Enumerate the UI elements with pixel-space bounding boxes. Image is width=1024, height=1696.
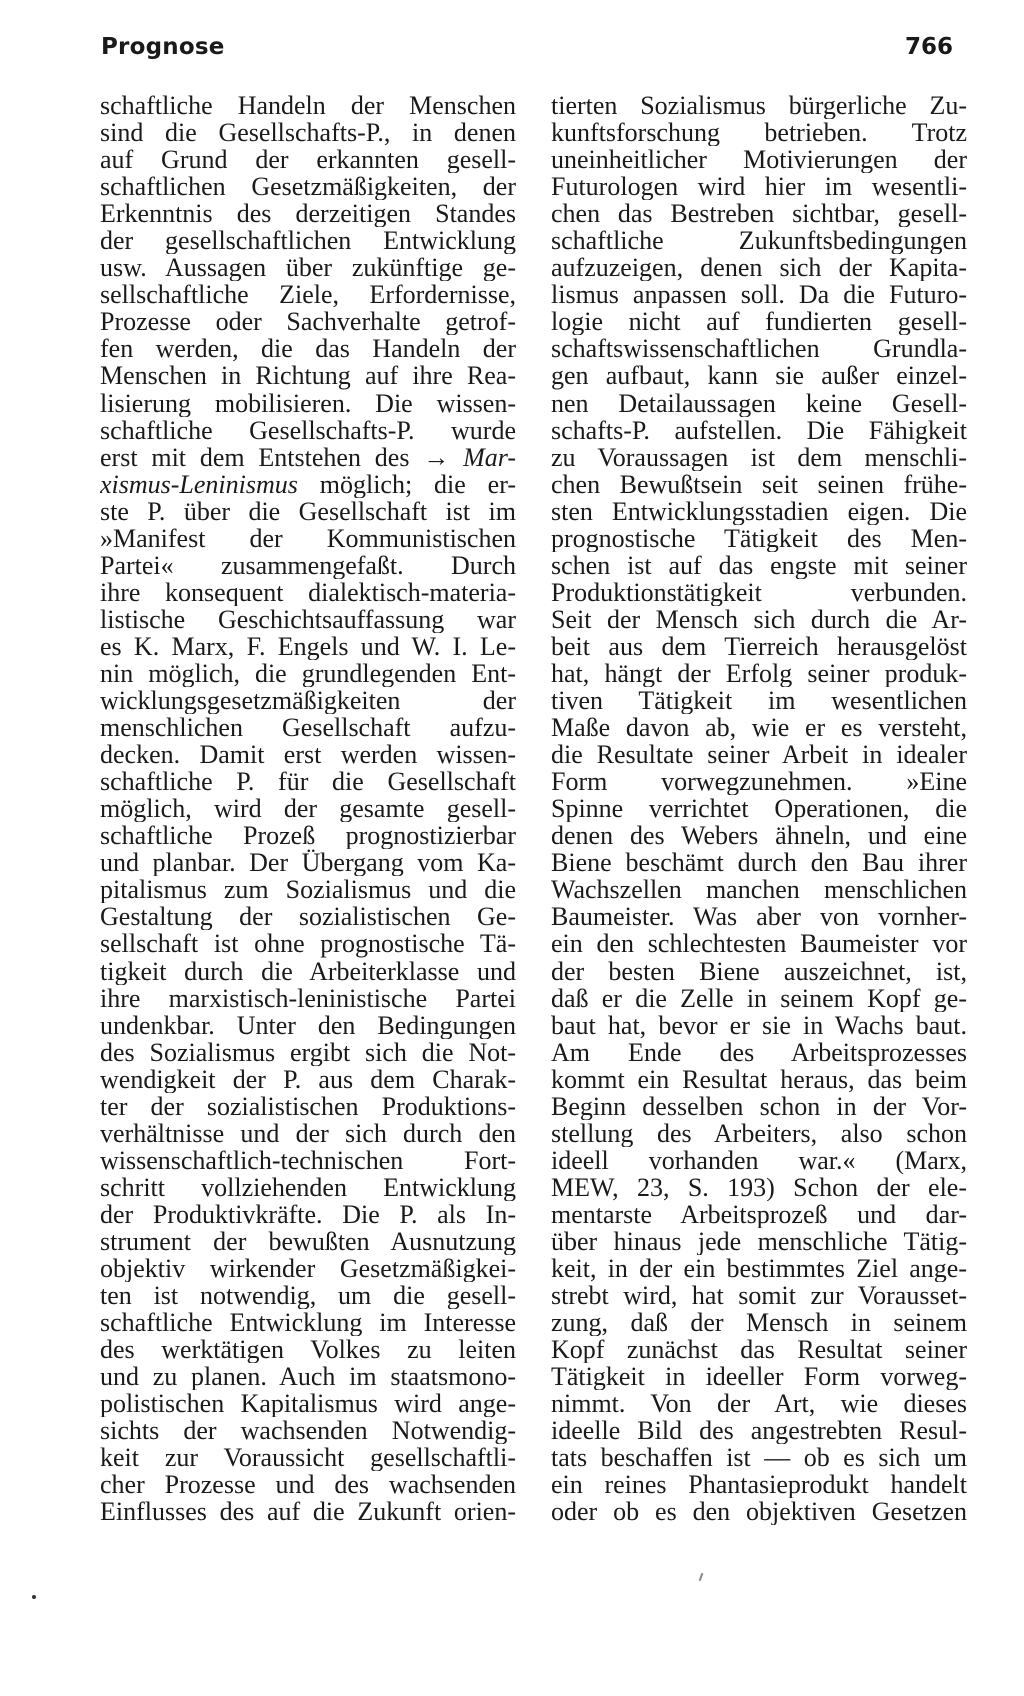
text-line: der Produktivkräfte. Die P. als In- <box>100 1200 516 1228</box>
text-line: schaftlichen Gesetzmäßigkeiten, der <box>100 173 516 201</box>
text-line: menschlichen Gesellschaft aufzu- <box>100 714 516 742</box>
text-line: schaftliche Handeln der Menschen <box>100 92 516 120</box>
text-line: Am Ende des Arbeitsprozesses <box>551 1038 967 1066</box>
text-line: logie nicht auf fundierten gesell- <box>551 308 967 336</box>
text-line: schaftliche Gesellschafts-P. wurde <box>100 416 516 444</box>
text-line: auf Grund der erkannten gesell- <box>100 146 516 174</box>
text-line: denen des Webers ähneln, und eine <box>551 822 967 850</box>
text-line: Menschen in Richtung auf ihre Rea- <box>100 362 516 390</box>
text-line: Gestaltung der sozialistischen Ge- <box>100 903 516 931</box>
text-line: mentarste Arbeitsprozeß und dar- <box>551 1200 967 1228</box>
text-line: chen das Bestreben sichtbar, gesell- <box>551 200 967 228</box>
text-line: Einflusses des auf die Zukunft orien- <box>100 1498 516 1526</box>
text-line: des Sozialismus ergibt sich die Not- <box>100 1038 516 1066</box>
text-line: cher Prozesse und des wachsenden <box>100 1471 516 1499</box>
text-line: Maße davon ab, wie er es versteht, <box>551 714 967 742</box>
running-head-title: Prognose <box>101 34 225 60</box>
text-line: kommt ein Resultat heraus, das beim <box>551 1065 967 1093</box>
text-line: usw. Aussagen über zukünftige ge- <box>100 254 516 282</box>
text-line: polistischen Kapitalismus wird ange- <box>100 1390 516 1418</box>
text-line: hat, hängt der Erfolg seiner produk- <box>551 659 967 688</box>
text-line: ihre marxistisch-leninistische Partei <box>100 984 516 1012</box>
text-line: sellschaftliche Ziele, Erfordernisse, <box>100 281 516 309</box>
text-line: ideelle Bild des angestrebten Resul- <box>551 1417 967 1445</box>
text-line: Partei« zusammengefaßt. Durch <box>100 551 516 579</box>
text-line: Seit der Mensch sich durch die Ar- <box>551 605 967 633</box>
text-line: der besten Biene auszeichnet, ist, <box>551 957 967 985</box>
text-line: über hinaus jede menschliche Tätig- <box>551 1227 967 1256</box>
text-line: es K. Marx, F. Engels und W. I. Le- <box>100 632 516 660</box>
text-line: daß er die Zelle in seinem Kopf ge- <box>551 984 967 1012</box>
text-line: ein den schlechtesten Baumeister vor <box>551 930 967 958</box>
text-line: oder ob es den objektiven Gesetzen <box>551 1498 967 1526</box>
text-line: möglich, wird der gesamte gesell- <box>100 795 516 823</box>
text-line: schaftswissenschaftlichen Grundla- <box>551 335 967 363</box>
text-line: lisierung mobilisieren. Die wissen- <box>100 389 516 417</box>
text-line: sichts der wachsenden Notwendig- <box>100 1417 516 1445</box>
text-line: und planbar. Der Übergang vom Ka- <box>100 849 516 877</box>
text-line: listische Geschichtsauffassung war <box>100 605 516 633</box>
text-line: tierten Sozialismus bürgerliche Zu- <box>551 92 967 120</box>
text-line: sten Entwicklungsstadien eigen. Die <box>551 497 967 525</box>
text-line: verhältnisse und der sich durch den <box>100 1119 516 1147</box>
text-line: schritt vollziehenden Entwicklung <box>100 1173 516 1201</box>
text-line: ten ist notwendig, um die gesell- <box>100 1282 516 1310</box>
text-line: prognostische Tätigkeit des Men- <box>551 524 967 552</box>
text-line: Biene beschämt durch den Bau ihrer <box>551 849 967 877</box>
text-line: zu Voraussagen ist dem menschli- <box>551 443 967 471</box>
text-line: schafts-P. aufstellen. Die Fähigkeit <box>551 416 967 444</box>
print-speck <box>32 1595 36 1599</box>
text-line: Spinne verrichtet Operationen, die <box>551 795 967 823</box>
text-line: sind die Gesellschafts-P., in denen <box>100 119 516 147</box>
text-line: »Manifest der Kommunistischen <box>100 524 516 552</box>
text-line: schaftliche Prozeß prognostizierbar <box>100 822 516 850</box>
text-line: Baumeister. Was aber von vornher- <box>551 903 967 931</box>
text-line: keit, in der ein bestimmtes Ziel ange- <box>551 1255 967 1283</box>
text-line: strument der bewußten Ausnutzung <box>100 1227 516 1256</box>
text-line: uneinheitlicher Motivierungen der <box>551 146 967 174</box>
text-line: und zu planen. Auch im staatsmono- <box>100 1363 516 1391</box>
text-line: Erkenntnis des derzeitigen Standes <box>100 200 516 228</box>
text-line: sellschaft ist ohne prognostische Tä- <box>100 930 516 958</box>
text-line: Prozesse oder Sachverhalte getrof- <box>100 308 516 336</box>
text-line: schen ist auf das engste mit seiner <box>551 551 967 579</box>
text-line: Beginn desselben schon in der Vor- <box>551 1092 967 1120</box>
left-text-column <box>100 92 516 1525</box>
print-speck <box>699 1573 704 1581</box>
text-line: erst mit dem Entstehen des → Mar- <box>100 443 516 471</box>
text-line: stellung des Arbeiters, also schon <box>551 1119 967 1147</box>
text-line: ter der sozialistischen Produktions- <box>100 1092 516 1120</box>
text-line: kunftsforschung betrieben. Trotz <box>551 119 967 147</box>
text-line: ein reines Phantasieprodukt handelt <box>551 1471 967 1499</box>
text-line: tats beschaffen ist — ob es sich um <box>551 1444 967 1472</box>
text-line: strebt wird, hat somit zur Vorausset- <box>551 1282 967 1310</box>
text-line: aufzuzeigen, denen sich der Kapita- <box>551 254 967 282</box>
text-line: wendigkeit der P. aus dem Charak- <box>100 1065 516 1093</box>
text-line: ideell vorhanden war.« (Marx, <box>551 1146 967 1174</box>
text-line: nin möglich, die grundlegenden Ent- <box>100 659 516 688</box>
text-line: xismus-Leninismus möglich; die er- <box>100 470 516 498</box>
text-line: baut hat, bevor er sie in Wachs baut. <box>551 1011 967 1039</box>
text-line: des werktätigen Volkes zu leiten <box>100 1336 516 1364</box>
text-line: nimmt. Von der Art, wie dieses <box>551 1390 967 1418</box>
text-line: objektiv wirkender Gesetzmäßigkei- <box>100 1255 516 1283</box>
text-line: Produktionstätigkeit verbunden. <box>551 578 967 606</box>
text-line: wicklungsgesetzmäßigkeiten der <box>100 687 516 715</box>
text-line: Wachszellen manchen menschlichen <box>551 876 967 904</box>
text-line: schaftliche Entwicklung im Interesse <box>100 1309 516 1337</box>
text-line: undenkbar. Unter den Bedingungen <box>100 1011 516 1039</box>
text-line: zung, daß der Mensch in seinem <box>551 1309 967 1337</box>
text-line: chen Bewußtsein seit seinen frühe- <box>551 470 967 498</box>
text-line: keit zur Voraussicht gesellschaftli- <box>100 1444 516 1472</box>
text-line: beit aus dem Tierreich herausgelöst <box>551 632 967 660</box>
right-text-column <box>551 92 967 1525</box>
text-line: Form vorwegzunehmen. »Eine <box>551 768 967 796</box>
text-line: schaftliche P. für die Gesellschaft <box>100 768 516 796</box>
text-line: gen aufbaut, kann sie außer einzel- <box>551 362 967 390</box>
text-line: fen werden, die das Handeln der <box>100 335 516 363</box>
text-line: ihre konsequent dialektisch-materia- <box>100 578 516 606</box>
text-line: pitalismus zum Sozialismus und die <box>100 876 516 904</box>
text-line: Futurologen wird hier im wesentli- <box>551 173 967 201</box>
text-line: nen Detailaussagen keine Gesell- <box>551 389 967 417</box>
text-line: der gesellschaftlichen Entwicklung <box>100 227 516 255</box>
text-line: tigkeit durch die Arbeiterklasse und <box>100 957 516 985</box>
text-line: Tätigkeit in ideeller Form vorweg- <box>551 1363 967 1391</box>
text-line: tiven Tätigkeit im wesentlichen <box>551 687 967 715</box>
text-line: Kopf zunächst das Resultat seiner <box>551 1336 967 1364</box>
text-line: schaftliche Zukunftsbedingungen <box>551 227 967 255</box>
text-line: MEW, 23, S. 193) Schon der ele- <box>551 1173 967 1201</box>
page-number: 766 <box>905 34 954 60</box>
text-line: die Resultate seiner Arbeit in idealer <box>551 741 967 769</box>
text-line: wissenschaftlich-technischen Fort- <box>100 1146 516 1174</box>
text-line: lismus anpassen soll. Da die Futuro- <box>551 281 967 309</box>
text-line: decken. Damit erst werden wissen- <box>100 741 516 769</box>
text-line: ste P. über die Gesellschaft ist im <box>100 497 516 525</box>
